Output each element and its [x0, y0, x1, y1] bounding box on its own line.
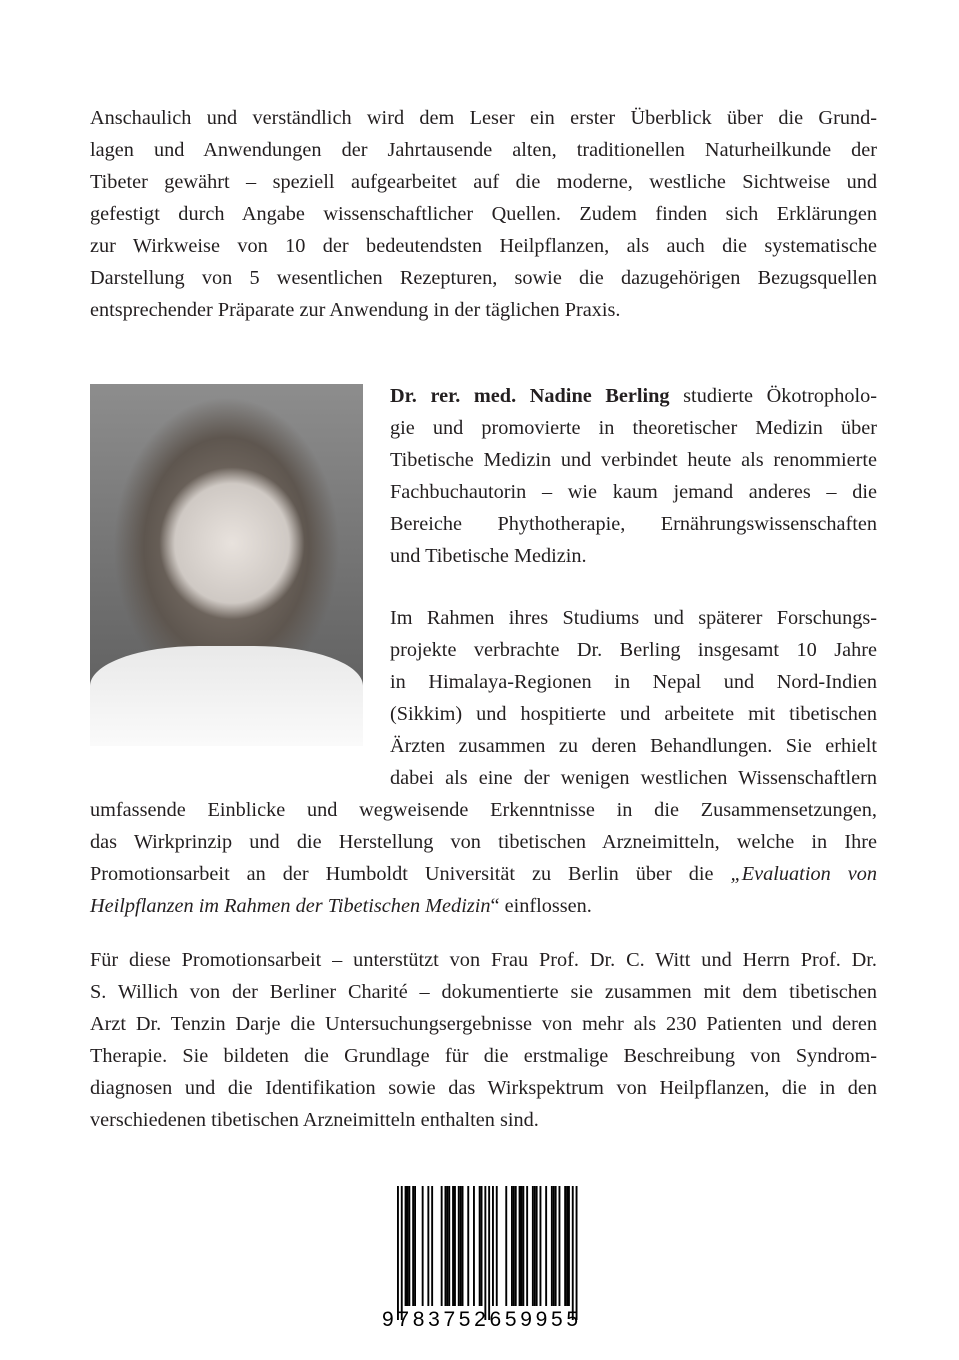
barcode-bar — [568, 1186, 570, 1306]
barcode-bar — [534, 1186, 536, 1306]
barcode-bar — [526, 1186, 528, 1306]
text-line: und Tibetische Medizin. — [390, 545, 587, 567]
text-line: in Himalaya-Regionen in Nepal und Nord-Indien — [390, 671, 877, 693]
text-line: diagnosen und die Identifikation sowie das Wirkspektrum von Heilpflanzen, die in den — [90, 1077, 877, 1099]
barcode-bar — [452, 1186, 454, 1306]
barcode-bar — [505, 1186, 507, 1306]
intro-paragraph — [90, 102, 877, 326]
text-line: zur Wirkweise von 10 der bedeutendsten Heilpflanzen, als auch die systematische — [90, 235, 877, 257]
text-line — [90, 890, 877, 922]
barcode-bar — [511, 1186, 513, 1306]
isbn-barcode — [380, 1186, 580, 1336]
text-line: Arzt Dr. Tenzin Darje die Untersuchungsergebnisse von mehr als 230 Patienten und deren — [90, 1013, 877, 1035]
barcode-bar — [460, 1186, 462, 1306]
barcode-bar — [545, 1186, 547, 1306]
barcode-bar — [519, 1186, 521, 1306]
dissertation-paragraph — [90, 944, 877, 1136]
barcode-bar — [566, 1186, 568, 1306]
text-line — [90, 858, 877, 890]
barcode-bar — [522, 1186, 524, 1306]
text-line: Anschaulich und verständlich wird dem Leser ein erster Überblick über die Grund- — [90, 107, 877, 129]
research-narrow-lines — [390, 602, 877, 794]
barcode-bar — [462, 1186, 464, 1306]
barcode-bar — [441, 1186, 443, 1306]
text-line: lagen und Anwendungen der Jahrtausende alten, traditionellen Naturheilkunde der — [90, 139, 877, 161]
barcode-bar — [536, 1186, 538, 1306]
barcode-bar — [401, 1186, 403, 1320]
barcode-bar — [496, 1186, 498, 1306]
barcode-bar — [488, 1186, 490, 1320]
barcode-bar — [412, 1186, 414, 1306]
text-segment: Promotionsarbeit an der Humboldt Universität zu Berlin über die — [90, 863, 731, 885]
barcode-bar — [576, 1186, 578, 1320]
text-line: Für diese Promotionsarbeit – unterstützt von Frau Prof. Dr. C. Witt und Herrn Prof. Dr. — [90, 949, 877, 971]
text-line: gie und promovierte in theoretischer Medizin über — [390, 417, 877, 439]
barcode-bar — [427, 1186, 429, 1306]
text-line: Darstellung von 5 wesentlichen Rezepturen, sowie die dazugehörigen Bezugsquellen — [90, 267, 877, 289]
text-line: dabei als eine der wenigen westlichen Wissenschaftlern — [390, 767, 877, 789]
text-line: Fachbuchautorin – wie kaum jemand anderes – die — [390, 481, 877, 503]
barcode-bar — [408, 1186, 410, 1306]
text-line: (Sikkim) und hospitierte und arbeitete mit tibetischen — [390, 703, 877, 725]
text-segment: studierte Ökotropholo- — [669, 385, 878, 407]
barcode-bar — [540, 1186, 542, 1306]
barcode-bar — [515, 1186, 517, 1306]
text-segment: “ einflossen. — [490, 895, 592, 917]
barcode-bar — [572, 1186, 574, 1320]
text-line: projekte verbrachte Dr. Berling insgesamt 10 Jahre — [390, 639, 877, 661]
barcode-bar — [414, 1186, 416, 1306]
barcode-bar — [446, 1186, 448, 1306]
text-line: entsprechender Präparate zur Anwendung in der täglichen Praxis. — [90, 299, 621, 321]
text-line: Therapie. Sie bildeten die Grundlage für die erstmalige Beschreibung von Syndrom- — [90, 1045, 877, 1067]
bold-text: Dr. rer. med. Nadine Berling — [390, 385, 670, 407]
text-line: Im Rahmen ihres Studiums und späterer Forschungs- — [390, 607, 877, 629]
barcode-bar — [473, 1186, 475, 1306]
barcode-bar — [445, 1186, 447, 1306]
barcode-bar — [405, 1186, 407, 1306]
research-paragraph — [90, 602, 877, 922]
text-line: Bereiche Phythotherapie, Ernährungswissenschaften — [390, 513, 877, 535]
barcode-bar — [422, 1186, 424, 1306]
text-line: umfassende Einblicke und wegweisende Erkenntnisse in die Zusammensetzungen, — [90, 799, 877, 821]
text-line — [390, 380, 877, 412]
italic-text: Heilpflanzen im Rahmen der Tibetischen Medizin — [90, 895, 491, 917]
barcode-bar — [458, 1186, 460, 1306]
author-bio-paragraph — [390, 380, 877, 572]
barcode-bar — [431, 1186, 433, 1306]
barcode-bar — [551, 1186, 553, 1306]
barcode-bar — [521, 1186, 523, 1306]
text-line: Tibeter gewährt – speziell aufgearbeitet auf die moderne, westliche Sichtweise und — [90, 171, 877, 193]
barcode-bar — [532, 1186, 534, 1306]
text-line: gefestigt durch Angabe wissenschaftlicher Quellen. Zudem finden sich Erklärungen — [90, 203, 877, 225]
barcode-bar — [397, 1186, 399, 1320]
barcode-bar — [555, 1186, 557, 1306]
barcode-bar — [407, 1186, 409, 1306]
barcode-bar — [479, 1186, 481, 1306]
barcode-bar — [454, 1186, 456, 1306]
barcode-bar — [492, 1186, 494, 1306]
text-line: Ärzten zusammen zu deren Behandlungen. Sie erhielt — [390, 735, 877, 757]
barcode-bar — [484, 1186, 486, 1320]
barcode-bar — [481, 1186, 483, 1306]
barcode-bar — [559, 1186, 561, 1306]
text-line: Tibetische Medizin und verbindet heute als renommierte — [390, 449, 877, 471]
text-line: S. Willich von der Berliner Charité – dokumentierte sie zusammen mit dem tibetischen — [90, 981, 877, 1003]
barcode-digits: 9783752659955 — [382, 1308, 578, 1331]
barcode-bar — [564, 1186, 566, 1306]
italic-text: „Evaluation von — [730, 863, 877, 885]
barcode-bar — [553, 1186, 555, 1306]
text-line: das Wirkprinzip und die Herstellung von tibetischen Arzneimitteln, welche in Ihre — [90, 831, 877, 853]
barcode-bar — [513, 1186, 515, 1306]
barcode-bar — [448, 1186, 450, 1306]
research-wide-lines — [90, 794, 877, 922]
text-line: verschiedenen tibetischen Arzneimitteln enthalten sind. — [90, 1109, 539, 1131]
barcode-bar — [467, 1186, 469, 1306]
